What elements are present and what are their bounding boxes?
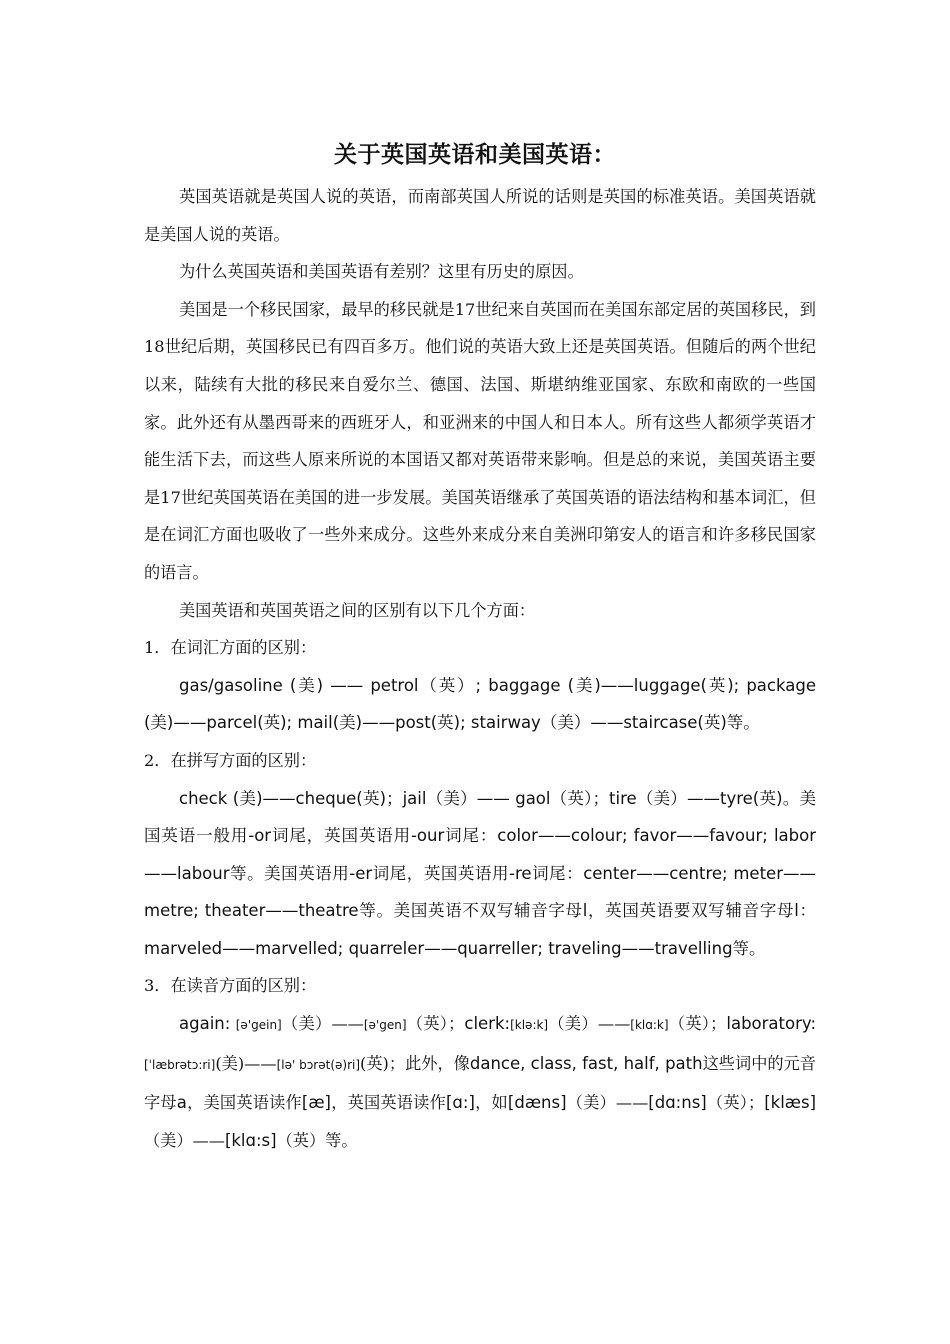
ipa-clerk-uk: [klɑ:k] [630,1018,669,1033]
symbol-ae: [æ] [301,1093,331,1113]
ipa-again-us: [ə'gein] [235,1018,282,1033]
label-us: （美）—— [144,1130,225,1150]
section-heading-vocabulary: 1．在词汇方面的区别： [144,638,317,658]
ipa-again-uk: [ə'gen] [363,1018,407,1033]
label-uk: （英）等。 [276,1130,358,1150]
section-heading-pronunciation: 3．在读音方面的区别： [144,976,317,996]
word-again: again: [179,1014,231,1034]
label-uk: （英）； [706,1093,765,1113]
word-clerk: clerk: [464,1014,511,1034]
ipa-class-us: [klæs] [764,1093,817,1113]
letter-a: a [176,1093,187,1113]
ipa-laboratory-uk: [lə' bɔrət(ə)ri] [276,1057,361,1072]
label-us: （美）—— [548,1014,631,1034]
section-heading-spelling: 2．在拼写方面的区别： [144,750,317,770]
label-uk: （英）； [406,1014,465,1034]
word-laboratory: laboratory: [726,1014,817,1034]
paragraph-intro: 英国英语就是英国人说的英语，而南部英国人所说的话则是英国的标准英语。美国英语就是美国人说的英语。 [144,187,816,244]
paragraph-spelling: check (美)——cheque(英)；jail（美）—— gaol（英）；tire（美）——tyre(英)。美国英语一般用-or词尾，英国英语用-our词尾：color——colour; favor——favour; labor——labour等。美国英语用-er词尾，英国英语用-re词尾：center——centre; meter——metre; theater——theatre等。美国英语不双写辅音字母l，英国英语要双写辅音字母l：marveled——marvelled; quarreler——quarreller; traveling——travelling等。 [144,788,816,958]
symbol-a-long: [ɑ:] [445,1093,475,1113]
ipa-class-uk: [klɑ:s] [224,1130,277,1150]
text-for-example: ，如 [474,1093,508,1113]
ipa-dance-us: [dæns] [507,1093,567,1113]
ipa-dance-uk: [dɑ:ns] [648,1093,707,1113]
text-us-reading: ，美国英语读作 [186,1093,302,1113]
ipa-clerk-us: [klə:k] [510,1018,549,1033]
label-uk: （英）； [668,1014,727,1034]
document-body [144,178,816,1159]
label-us: (美)—— [215,1053,277,1073]
text-vowel: 这些词中的元音字母 [144,1053,816,1113]
page-title: 关于英国英语和美国英语： [334,141,616,168]
paragraph-vocabulary: gas/gasoline (美) —— petrol（英）; baggage (美)——luggage(英); package (美)——parcel(英); mail(美)——post(英); stairway（美）——staircase(英)等。 [144,675,816,733]
text-uk-reading: ，英国英语读作 [330,1093,446,1113]
example-words: dance, class, fast, half, path [469,1053,703,1073]
ipa-laboratory-us: [ˈlæbrətɔ:ri] [144,1057,216,1072]
label-uk: (英)；此外，像 [360,1053,470,1073]
paragraph-differences-intro: 美国英语和英国英语之间的区别有以下几个方面： [179,600,536,620]
paragraph-question: 为什么英国英语和美国英语有差别？这里有历史的原因。 [179,262,584,282]
label-us: （美）—— [566,1093,649,1113]
paragraph-pronunciation [144,1005,816,1159]
label-us: （美）—— [281,1014,364,1034]
paragraph-history: 美国是一个移民国家，最早的移民就是17世纪来自英国而在美国东部定居的英国移民，到18世纪后期，英国移民已有四百多万。他们说的英语大致上还是英国英语。但随后的两个世纪以来，陆续有大批的移民来自爱尔兰、德国、法国、斯堪纳维亚国家、东欧和南欧的一些国家。此外还有从墨西哥来的西班牙人，和亚洲来的中国人和日本人。所有这些人都须学英语才能生活下去，而这些人原来所说的本国语又都对英语带来影响。但是总的来说，美国英语主要是17世纪英国英语在美国的进一步发展。美国英语继承了英国英语的语法结构和基本词汇，但是在词汇方面也吸收了一些外来成分。这些外来成分来自美洲印第安人的语言和许多移民国家的语言。 [144,299,816,582]
